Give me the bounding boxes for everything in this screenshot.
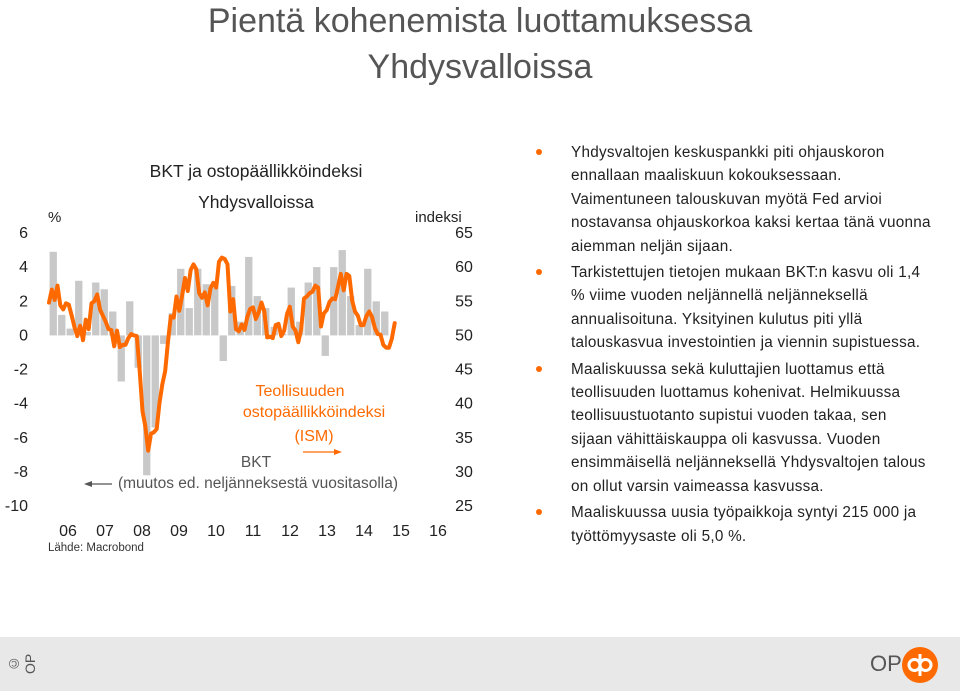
left-tick-label: -4 (13, 395, 28, 413)
left-axis-unit: % (48, 209, 62, 226)
bullet-item (536, 358, 932, 498)
bkt-bar (126, 301, 133, 335)
ism-label-arrowhead (334, 449, 342, 455)
bkt-bar (322, 335, 329, 356)
page-title-line2: Yhdysvalloissa (367, 48, 593, 86)
bkt-bar (186, 308, 193, 335)
bullet-text: Maaliskuussa uusia työpaikkoja syntyi 215 000 ja työttömyysaste oli 5,0 %. (571, 504, 917, 545)
op-logo-icon (900, 645, 960, 685)
bullet-item (536, 501, 932, 548)
ism-label-line2: ostopäällikköindeksi (242, 404, 386, 421)
bkt-bar (211, 288, 218, 336)
left-tick-label: -10 (4, 498, 28, 515)
x-tick-label: 07 (96, 523, 114, 540)
left-tick-label: -2 (13, 361, 28, 379)
bullet-dot-icon (536, 269, 542, 275)
x-tick-label: 08 (133, 523, 151, 540)
bkt-bar (381, 312, 388, 336)
bullet-item (536, 261, 932, 355)
bullet-dot-icon (536, 509, 542, 515)
right-tick-label: 55 (455, 293, 473, 311)
copyright: © OP (6, 653, 38, 675)
bullet-text: Yhdysvaltojen keskuspankki piti ohjauskoron ennallaan maaliskuun kokouksessaan. Vaimentuneen talouskuvan myötä Fed arvioi nostavansa ohjauskorkoa kaksi kertaa tänä vuonna aiemman neljän sijaan. (571, 144, 931, 255)
chart-source: Lähde: Macrobond (48, 542, 144, 554)
bkt-label-line1: BKT (240, 454, 272, 471)
chart-title: BKT ja ostopäällikköindeksi (149, 161, 363, 181)
page-title-line1: Pientä kohenemista luottamuksessa (207, 2, 753, 40)
right-tick-label: 30 (455, 463, 473, 481)
x-tick-label: 09 (170, 523, 188, 540)
bullet-dot-icon (536, 149, 542, 155)
bkt-bar (67, 329, 74, 336)
x-tick-label: 10 (207, 523, 225, 540)
ism-label-line1: Teollisuuden (255, 383, 345, 400)
bkt-bar (58, 315, 65, 336)
x-axis-ticks (59, 523, 447, 540)
chart-subtitle: Yhdysvalloissa (198, 192, 314, 212)
ism-label-line3: (ISM) (294, 428, 334, 445)
bullet-text: Maaliskuussa sekä kuluttajien luottamus että teollisuuden luottamus kohenivat. Helmikuussa teollisuustuotanto supistui vuoden takaa, sen sijaan vähittäiskauppa oli kasvussa. Vuoden ensimmäisellä neljänneksellä Yhdysvaltojen talous on ollut varsin vaimeassa kasvussa. (571, 360, 926, 495)
right-tick-label: 25 (455, 498, 473, 515)
left-axis-ticks (5, 225, 28, 515)
left-tick-label: -6 (13, 429, 28, 447)
x-tick-label: 11 (244, 523, 262, 540)
right-tick-label: 35 (455, 429, 473, 447)
op-logo-text: OP (870, 651, 902, 676)
left-tick-label: 2 (19, 293, 28, 311)
bkt-bar (143, 335, 150, 475)
left-tick-label: 6 (19, 225, 28, 242)
bkt-label-line2: (muutos ed. neljänneksestä vuositasolla) (117, 475, 399, 492)
bullet-text: Tarkistettujen tietojen mukaan BKT:n kasvu oli 1,4 % viime vuoden neljännellä neljänneksellä annualisoituna. Yksityinen kulutus piti yllä talouskasvua investointien ja viennin supistuessa. (571, 264, 921, 352)
bkt-bar (220, 335, 227, 361)
bullet-list (536, 141, 932, 551)
x-tick-label: 06 (59, 523, 77, 540)
right-tick-label: 65 (455, 225, 473, 242)
left-tick-label: -8 (13, 463, 28, 481)
right-axis-unit: indeksi (415, 209, 462, 226)
x-tick-label: 16 (429, 523, 447, 540)
bkt-bar (339, 250, 346, 335)
bullet-item (536, 141, 932, 258)
left-tick-label: 4 (19, 259, 28, 277)
bkt-label-arrowhead (84, 481, 92, 487)
x-tick-label: 12 (281, 523, 299, 540)
right-tick-label: 50 (455, 327, 473, 345)
right-tick-label: 40 (455, 395, 473, 413)
right-axis-ticks (455, 225, 473, 515)
x-tick-label: 15 (392, 523, 410, 540)
right-tick-label: 60 (455, 259, 473, 277)
footer-bar (0, 637, 960, 691)
left-tick-label: 0 (19, 327, 28, 345)
x-tick-label: 14 (355, 523, 373, 540)
chart (0, 0, 520, 600)
bullet-dot-icon (536, 366, 542, 372)
right-tick-label: 45 (455, 361, 473, 379)
x-tick-label: 13 (318, 523, 336, 540)
